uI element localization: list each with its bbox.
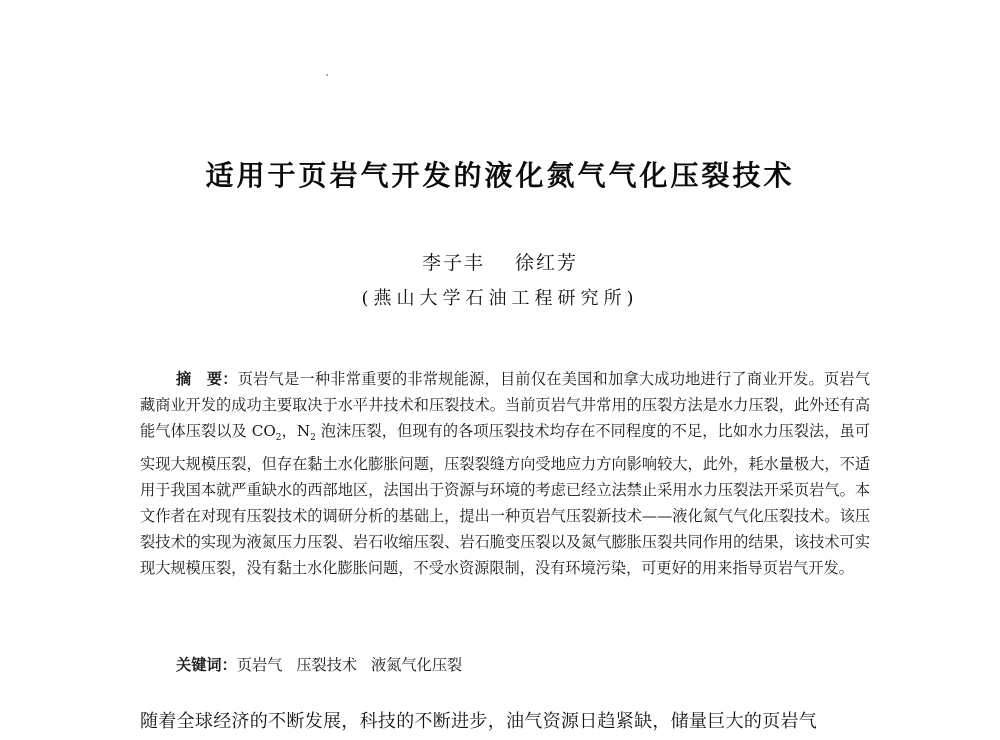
subscript: 2 — [310, 433, 316, 444]
scan-artifact-dot — [326, 74, 328, 76]
keywords — [176, 652, 476, 678]
author-list — [0, 248, 1000, 275]
abstract-text: ，N — [281, 422, 311, 440]
keywords-label: 关键词： — [176, 656, 237, 674]
keyword: 页岩气 — [236, 656, 283, 674]
paper-title: 适用于页岩气开发的液化氮气气化压裂技术 — [205, 159, 795, 192]
abstract — [140, 366, 870, 581]
abstract-text: 页岩气是一种非常重要的非常规能源，目前仅在美国和加拿大成功地进行了商业开发。页岩气藏商业开发的成功主要取决于水平井技术和压裂技术。当前页岩气井常用的压裂方法是水力压裂，此外还有高能气体压裂以及 CO — [140, 370, 871, 440]
keyword: 压裂技术 — [296, 656, 358, 674]
subscript: 2 — [275, 433, 282, 444]
keyword: 液氮气化压裂 — [371, 656, 463, 674]
body-paragraph: 随着全球经济的不断发展，科技的不断进步，油气资源日趋紧缺，储量巨大的页岩气 — [140, 711, 818, 732]
abstract-text: 泡沫压裂，但现有的各项压裂技术均存在不同程度的不足，比如水力压裂法，虽可实现大规模压裂，但存在黏土水化膨胀问题，压裂裂缝方向受地应力方向影响较大，此外，耗水量极大，不适用于我国本就严重缺水的西部地区，法国出于资源与环境的考虑已经立法禁止采用水力压裂法开采页岩气。本文作者在对现有压裂技术的调研分析的基础上，提出一种页岩气压裂新技术——液化氮气气化压裂技术。该压裂技术的实现为液氮压力压裂、岩石收缩压裂、岩石脆变压裂以及氮气膨胀压裂共同作用的结果，该技术可实现大规模压裂，没有黏土水化膨胀问题，不受水资源限制，没有环境污染，可更好的用来指导页岩气开发。 — [140, 422, 870, 578]
author-name: 李子丰 — [421, 252, 485, 274]
affiliation: (燕山大学石油工程研究所) — [361, 288, 639, 309]
author-name: 徐红芳 — [515, 252, 579, 274]
abstract-label: 摘 要： — [176, 370, 238, 388]
